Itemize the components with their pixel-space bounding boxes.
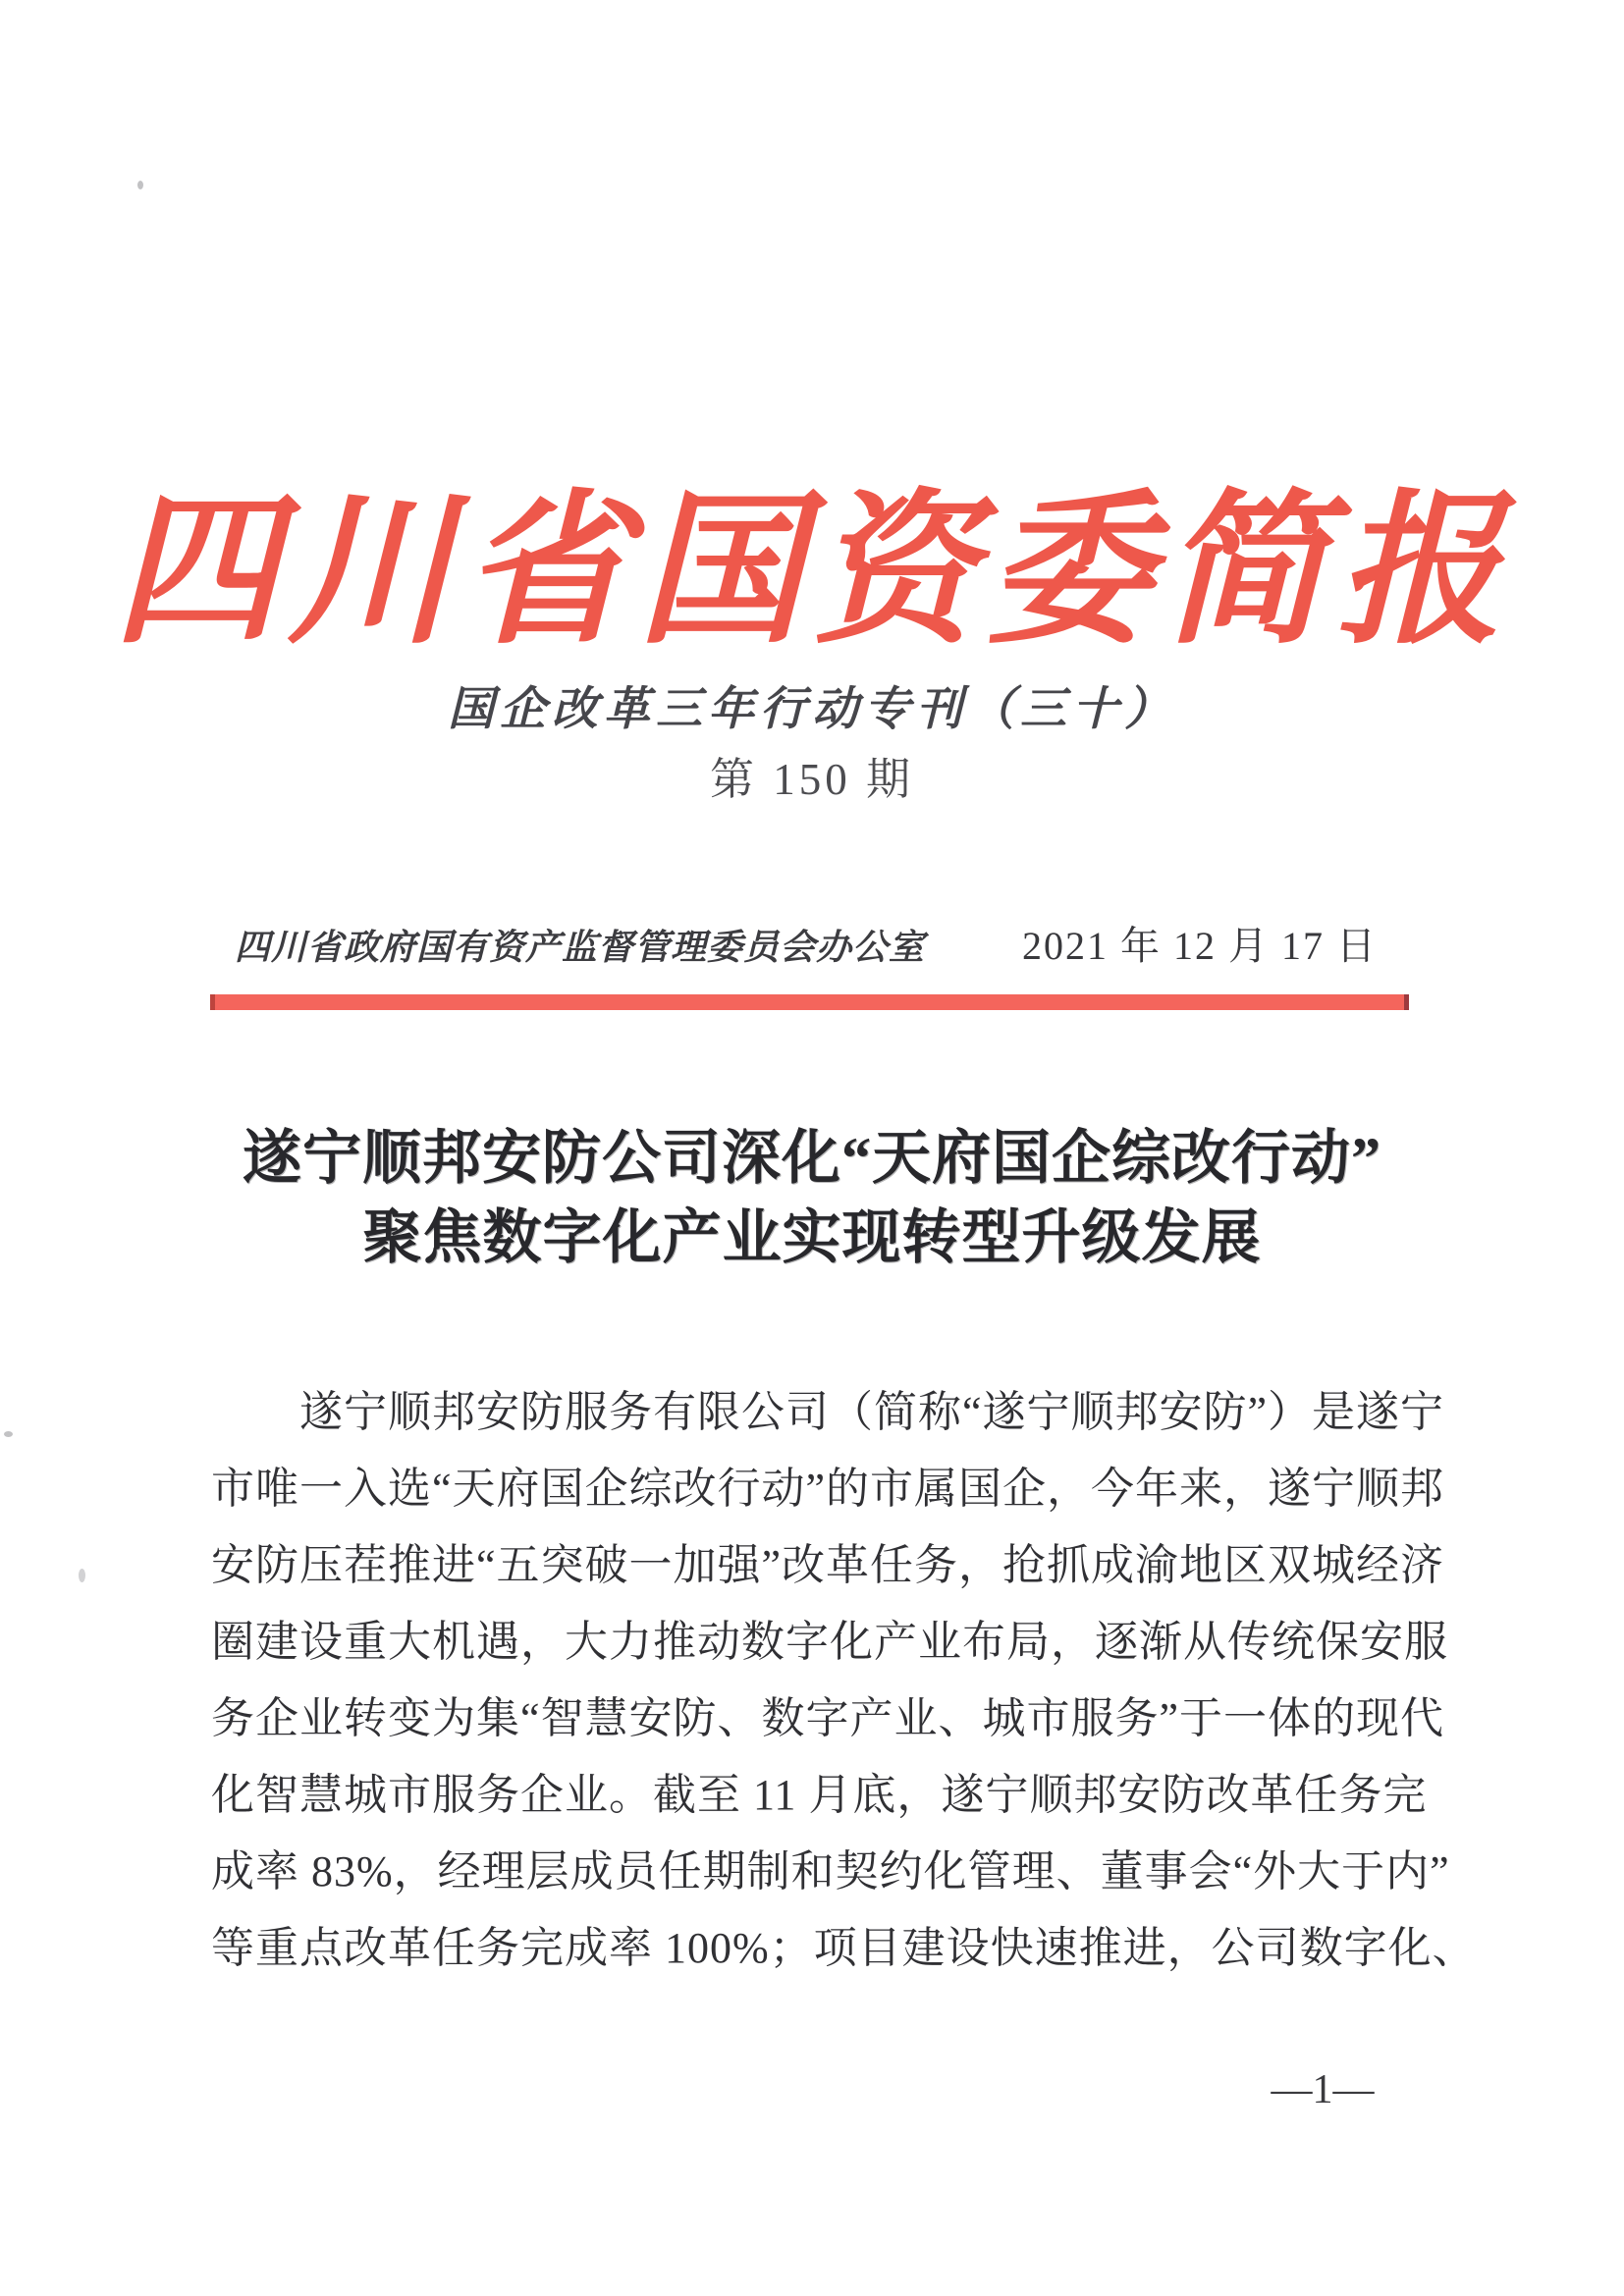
issuing-office: 四川省政府国有资产监督管理委员会办公室 bbox=[235, 928, 926, 967]
body-line: 安防压茬推进“五突破一加强”改革任务，抢抓成渝地区双城经济 bbox=[211, 1541, 1445, 1589]
article-headline bbox=[0, 1119, 1624, 1278]
body-line: 等重点改革任务完成率 100%；项目建设快速推进，公司数字化、 bbox=[211, 1924, 1477, 1972]
article-headline-line2: 聚焦数字化产业实现转型升级发展 bbox=[362, 1205, 1262, 1270]
article-body bbox=[211, 1374, 1477, 1987]
scan-speck bbox=[4, 1431, 13, 1437]
body-line: 市唯一入选“天府国企综改行动”的市属国企，今年来，遂宁顺邦 bbox=[211, 1465, 1445, 1513]
body-line: 化智慧城市服务企业。截至 11 月底，遂宁顺邦安防改革任务完 bbox=[211, 1771, 1428, 1819]
masthead-divider-rule bbox=[210, 994, 1409, 1010]
page-number: —1— bbox=[1271, 2067, 1375, 2112]
bulletin-subtitle: 国企改革三年行动专刊（三十） bbox=[448, 684, 1176, 735]
issue-date: 2021 年 12 月 17 日 bbox=[1022, 924, 1378, 968]
issue-number: 第 150 期 bbox=[709, 755, 914, 804]
body-line: 圈建设重大机遇，大力推动数字化产业布局，逐渐从传统保安服 bbox=[211, 1618, 1448, 1666]
bulletin-masthead-title: 四川省国资委简报 bbox=[113, 481, 1511, 664]
issuer-date-row bbox=[211, 915, 1411, 966]
body-line: 成率 83%，经理层成员任期制和契约化管理、董事会“外大于内” bbox=[211, 1847, 1450, 1896]
scan-speck bbox=[137, 181, 143, 189]
body-line: 务企业转变为集“智慧安防、数字产业、城市服务”于一体的现代 bbox=[211, 1694, 1445, 1742]
scan-speck bbox=[79, 1569, 85, 1582]
article-headline-line1: 遂宁顺邦安防公司深化“天府国企综改行动” bbox=[243, 1126, 1381, 1191]
body-line: 遂宁顺邦安防服务有限公司（简称“遂宁顺邦安防”）是遂宁 bbox=[299, 1388, 1445, 1436]
